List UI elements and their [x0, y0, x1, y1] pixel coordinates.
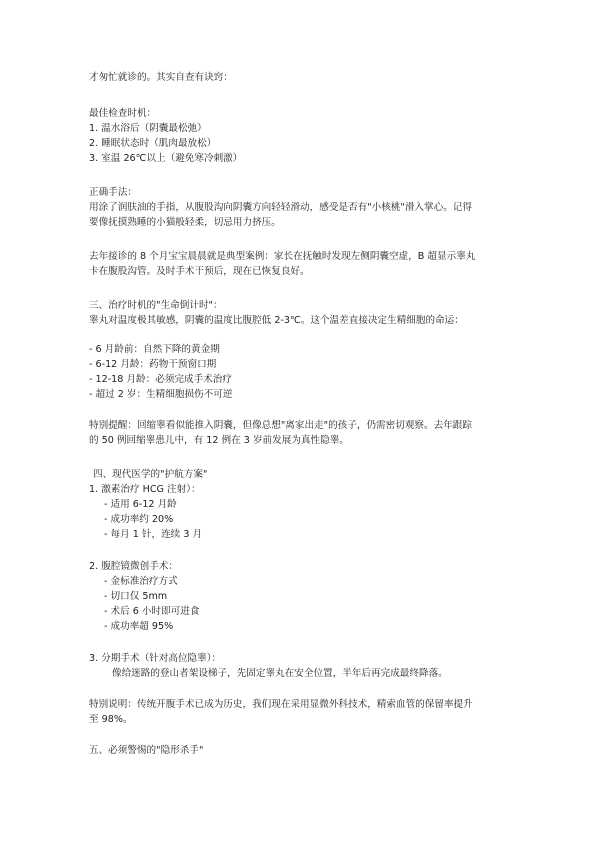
age-item: - 超过 2 岁：生精细胞损伤不可逆	[89, 389, 233, 400]
timing-item: 3. 室温 26℃以上（避免寒冷刺激）	[89, 153, 243, 164]
section3-title: 三、治疗时机的"生命倒计时"：	[89, 300, 223, 311]
age-item: - 6-12 月龄：药物干预窗口期	[89, 359, 217, 370]
hcg-item: - 成功率约 20%	[104, 514, 174, 525]
hcg-item: - 每月 1 针，连续 3 月	[104, 529, 203, 540]
tip-text: 特别提醒：回缩睾看似能推入阴囊，但像总想"离家出走"的孩子，仍需密切观察。去年跟踪	[89, 420, 472, 431]
intro-text: 才匆忙就诊的。其实自查有诀窍：	[89, 72, 233, 83]
timing-item: 2. 睡眠状态时（肌肉最放松）	[89, 138, 217, 149]
lap-item: - 金标准治疗方式	[104, 576, 178, 587]
timing-title: 最佳检查时机：	[89, 108, 157, 119]
note-text: 至 98%。	[89, 714, 133, 725]
case-text: 卡在腹股沟管。及时手术干预后，现在已恢复良好。	[89, 266, 310, 277]
age-item: - 12-18 月龄：必须完成手术治疗	[89, 374, 232, 385]
lap-item: - 术后 6 小时即可进食	[104, 606, 200, 617]
lap-title: 2. 腹腔镜微创手术：	[89, 561, 178, 572]
staged-title: 3. 分期手术（针对高位隐睾）：	[89, 653, 222, 664]
case-text: 去年接诊的 8 个月宝宝晨晨就是典型案例：家长在抚触时发现左侧阴囊空虚，B 超显示睾丸	[89, 251, 476, 262]
hcg-title: 1. 激素治疗 HCG 注射）：	[89, 484, 201, 495]
lap-item: - 成功率超 95%	[104, 621, 174, 632]
method-title: 正确手法：	[89, 187, 137, 198]
staged-text: 像给迷路的登山者架设梯子，先固定睾丸在安全位置，半年后再完成最终降落。	[112, 668, 448, 679]
section5-title: 五、必须警惕的"隐形杀手"	[89, 745, 204, 756]
tip-text: 的 50 例回缩睾患儿中，有 12 例在 3 岁前发展为真性隐睾。	[89, 435, 349, 446]
section3-text: 睾丸对温度极其敏感，阴囊的温度比腹腔低 2-3℃。这个温差直接决定生精细胞的命运：	[89, 315, 464, 326]
timing-item: 1. 温水浴后（阴囊最松弛）	[89, 123, 207, 134]
age-item: - 6 月龄前：自然下降的黄金期	[89, 344, 220, 355]
method-text: 要像抚摸熟睡的小猫般轻柔，切忌用力挤压。	[89, 217, 281, 228]
lap-item: - 切口仅 5mm	[104, 591, 168, 602]
method-text: 用涂了润肤油的手指，从腹股沟向阴囊方向轻轻滑动，感受是否有"小核桃"滑入掌心。记得	[89, 202, 472, 213]
section4-title: 四、现代医学的"护航方案"	[93, 469, 208, 480]
note-text: 特别说明：传统开腹手术已成为历史，我们现在采用显微外科技术，精索血管的保留率提升	[89, 699, 473, 710]
hcg-item: - 适用 6-12 月龄	[104, 499, 177, 510]
